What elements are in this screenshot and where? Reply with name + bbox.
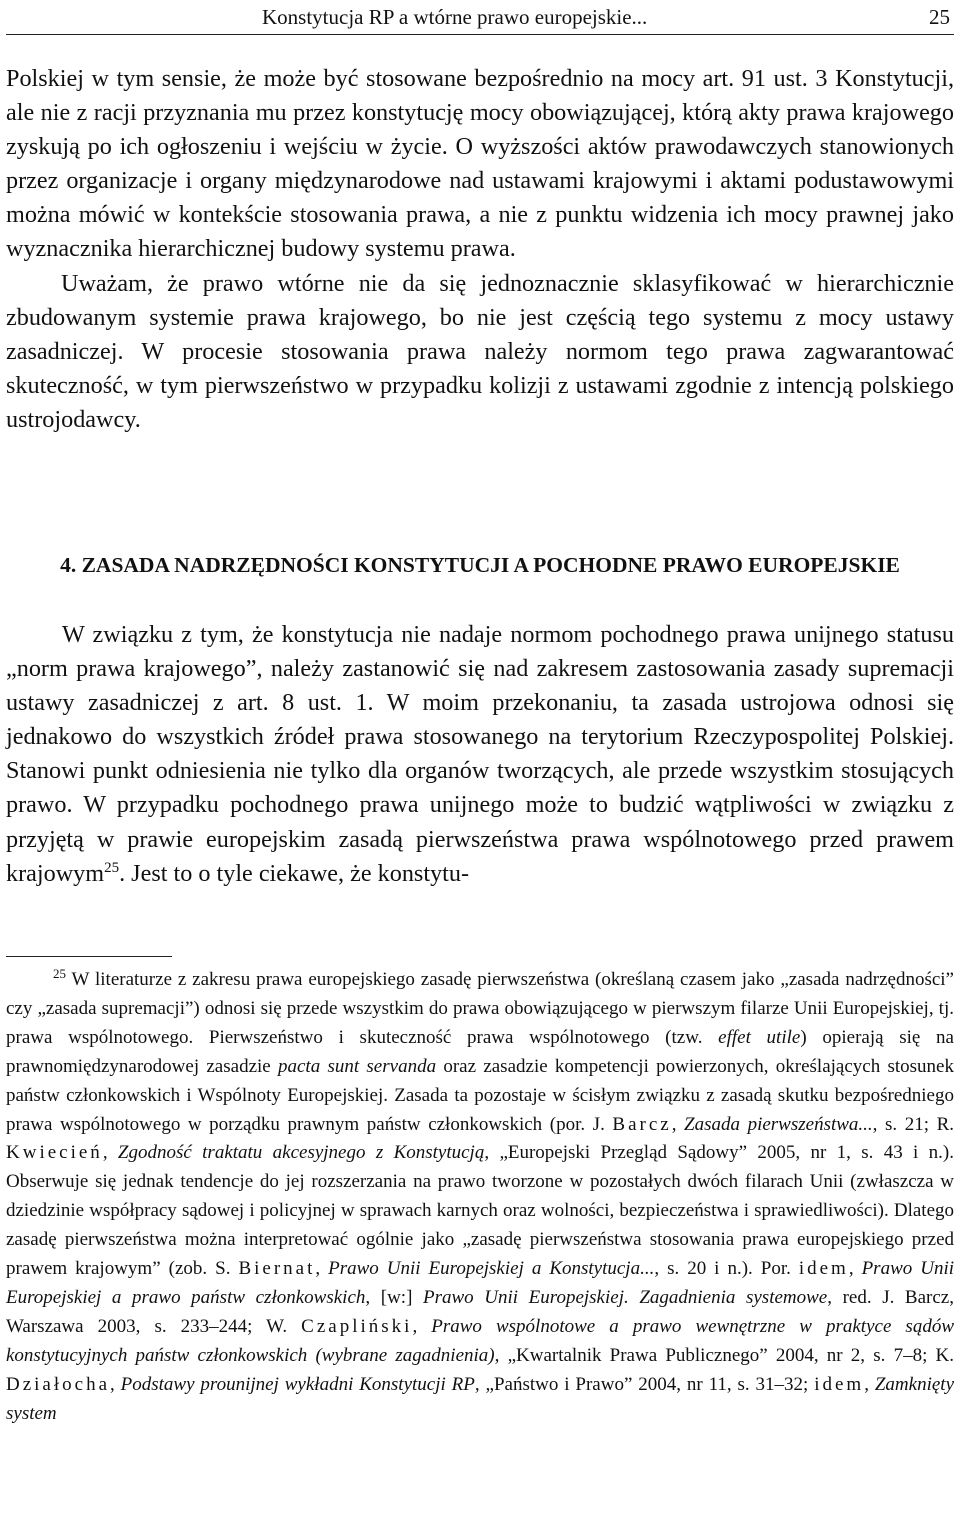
footnote-text: ,	[315, 1258, 329, 1280]
author-name: Czapliński	[301, 1315, 413, 1337]
work-title: Prawo Unii Europejskiej a Konstytucja...	[328, 1258, 655, 1280]
author-name: idem	[798, 1258, 849, 1280]
author-name: Biernat	[238, 1258, 316, 1280]
paragraph-2-text: Uważam, że prawo wtórne nie da się jednoznacznie sklasyfikować w hierarchicznie zbudowanym systemie prawa krajowego, bo nie jest częścią tego systemu z mocy ustawy zasadniczej. W procesie stosowania prawa należy normom tego prawa zagwarantować skuteczność, w tym pierwszeństwo w przypadku kolizji z ustawami zgodnie z intencją polskiego ustrojodawcy.	[6, 269, 954, 433]
footnote-text: , „Kwartalnik Prawa Publicznego” 2004, nr 2, s. 7–8; K.	[494, 1344, 954, 1366]
footnote-text: ,	[848, 1258, 862, 1280]
footnote-italic: pacta sunt servanda	[277, 1055, 437, 1077]
footnote-text: W literaturze z zakresu prawa europejskiego zasadę pierwszeństwa (określaną czasem jako „zasada nadrzędności” czy „zasada supremacji”) odnosi się przede wszystkim do prawa obowiązującego w pierwszym filarze Unii Europejskiej, tj. prawa wspólnotowego. Pierwszeństwo i skuteczność prawa wspólnotowego (tzw.	[6, 969, 954, 1048]
work-title: Prawo Unii Europejskiej. Zagadnienia systemowe	[423, 1286, 828, 1308]
footnote-text: ,	[102, 1142, 118, 1164]
footnote-text: ,	[412, 1315, 432, 1337]
footnote-text: oraz zasadzie kompetencji powierzonych, określających stosunek państw członkowskich i Wspólnoty Europejskiej. Zasada ta pozostaje w ścisłym związku z zasadą skutku bezpośredniego prawa wspólnotowego w porządku prawnym państw członkowskich (por. J.	[6, 1055, 954, 1135]
footnote-text: ,	[864, 1373, 875, 1395]
footnote-italic: effet utile	[718, 1026, 801, 1048]
footnote-text: , s. 21; R.	[872, 1113, 954, 1135]
footnote-text: ,	[110, 1373, 121, 1395]
author-name: Kwiecień	[6, 1142, 103, 1164]
footnote-text: , [w:]	[365, 1286, 423, 1308]
paragraph-3-continuation: . Jest to o tyle ciekawe, że konstytu-	[119, 859, 470, 887]
work-title: Zgodność traktatu akcesyjnego z Konstytucją	[117, 1142, 485, 1164]
running-header	[6, 4, 954, 35]
paragraph-1-text: Polskiej w tym sensie, że może być stosowane bezpośrednio na mocy art. 91 ust. 3 Konstytucji, ale nie z racji przyznania mu przez konstytucję mocy obowiązującej, którą akty prawa krajowego zyskują po ich ogłoszeniu i wejściu w życie. O wyższości aktów prawodawczych stanowionych przez organizacje i organy międzynarodowe nad ustawami krajowymi i aktami podustawowymi można mówić w kontekście stosowania prawa, a nie z punktu widzenia ich mocy prawnej jako wyznacznika hierarchicznej budowy systemu prawa.	[6, 65, 954, 263]
footnote-text: ,	[671, 1113, 685, 1135]
section-heading: 4. ZASADA NADRZĘDNOŚCI KONSTYTUCJI A POCHODNE PRAWO EUROPEJSKIE	[60, 553, 900, 577]
author-name: idem	[814, 1373, 865, 1395]
footnote-reference[interactable]: 25	[104, 859, 120, 876]
body-paragraph-1	[6, 62, 954, 437]
footnote-25	[6, 966, 954, 1429]
footnote-text: , „Europejski Przegląd Sądowy” 2005, nr 1, s. 43 i n.). Obserwuje się jednak tendencje do jej rozszerzania na prawo tworzone w pozostałych dwóch filarach Unii (zwłaszcza w dziedzinie współpracy sądowej i policyjnej w sprawach karnych oraz wolności, bezpieczeństwa i sprawiedliwości). Dlatego zasadę pierwszeństwa można interpretować ogólnie jako „zasadę pierwszeństwa stosowania prawa europejskiego przed prawem krajowym” (zob. S.	[6, 1142, 954, 1280]
footnote-text: , red. J. Barcz, Warszawa 2003, s. 233–244; W.	[6, 1286, 954, 1337]
footnote-separator	[6, 956, 172, 957]
page-number: 25	[929, 5, 950, 29]
footnote-text: , s. 20 i n.). Por.	[654, 1258, 799, 1280]
footnote-text: ) opierają się na prawnomiędzynarodowej zasadzie	[6, 1026, 954, 1077]
footnote-number: 25	[53, 966, 66, 981]
body-paragraph-3	[6, 618, 954, 891]
paragraph-3-text: W związku z tym, że konstytucja nie nadaje normom pochodnego prawa unijnego statusu „norm prawa krajowego”, należy zastanowić się nad zakresem zastosowania zasady supremacji ustawy zasadniczej z art. 8 ust. 1. W moim przekonaniu, ta zasada ustrojowa odnosi się jednakowo do wszystkich źródeł prawa stosowanego na terytorium Rzeczypospolitej Polskiej. Stanowi punkt odniesienia nie tylko dla organów tworzących, ale przede wszystkim stosujących prawo. W przypadku pochodnego prawa unijnego może to budzić wątpliwości w związku z przyjętą w prawie europejskim zasadą pierwszeństwa prawa wspólnotowego przed prawem krajowym	[6, 621, 954, 887]
author-name: Barcz	[612, 1113, 672, 1135]
work-title: Prawo Unii Europejskiej a prawo państw członkowskich	[6, 1258, 955, 1308]
work-title: Podstawy prounijnej wykładni Konstytucji RP	[120, 1373, 475, 1395]
work-title: Prawo wspólnotowe a prawo wewnętrzne w praktyce sądów konstytucyjnych państw członkowskich (wybrane zagadnienia)	[6, 1315, 954, 1366]
header-title: Konstytucja RP a wtórne prawo europejskie...	[262, 5, 648, 29]
footnote-text: , „Państwo i Prawo” 2004, nr 11, s. 31–32;	[474, 1373, 815, 1395]
work-title: Zasada pierwszeństwa...	[684, 1113, 873, 1135]
work-title: Zamknięty system	[6, 1373, 955, 1424]
author-name: Działocha	[6, 1373, 111, 1395]
